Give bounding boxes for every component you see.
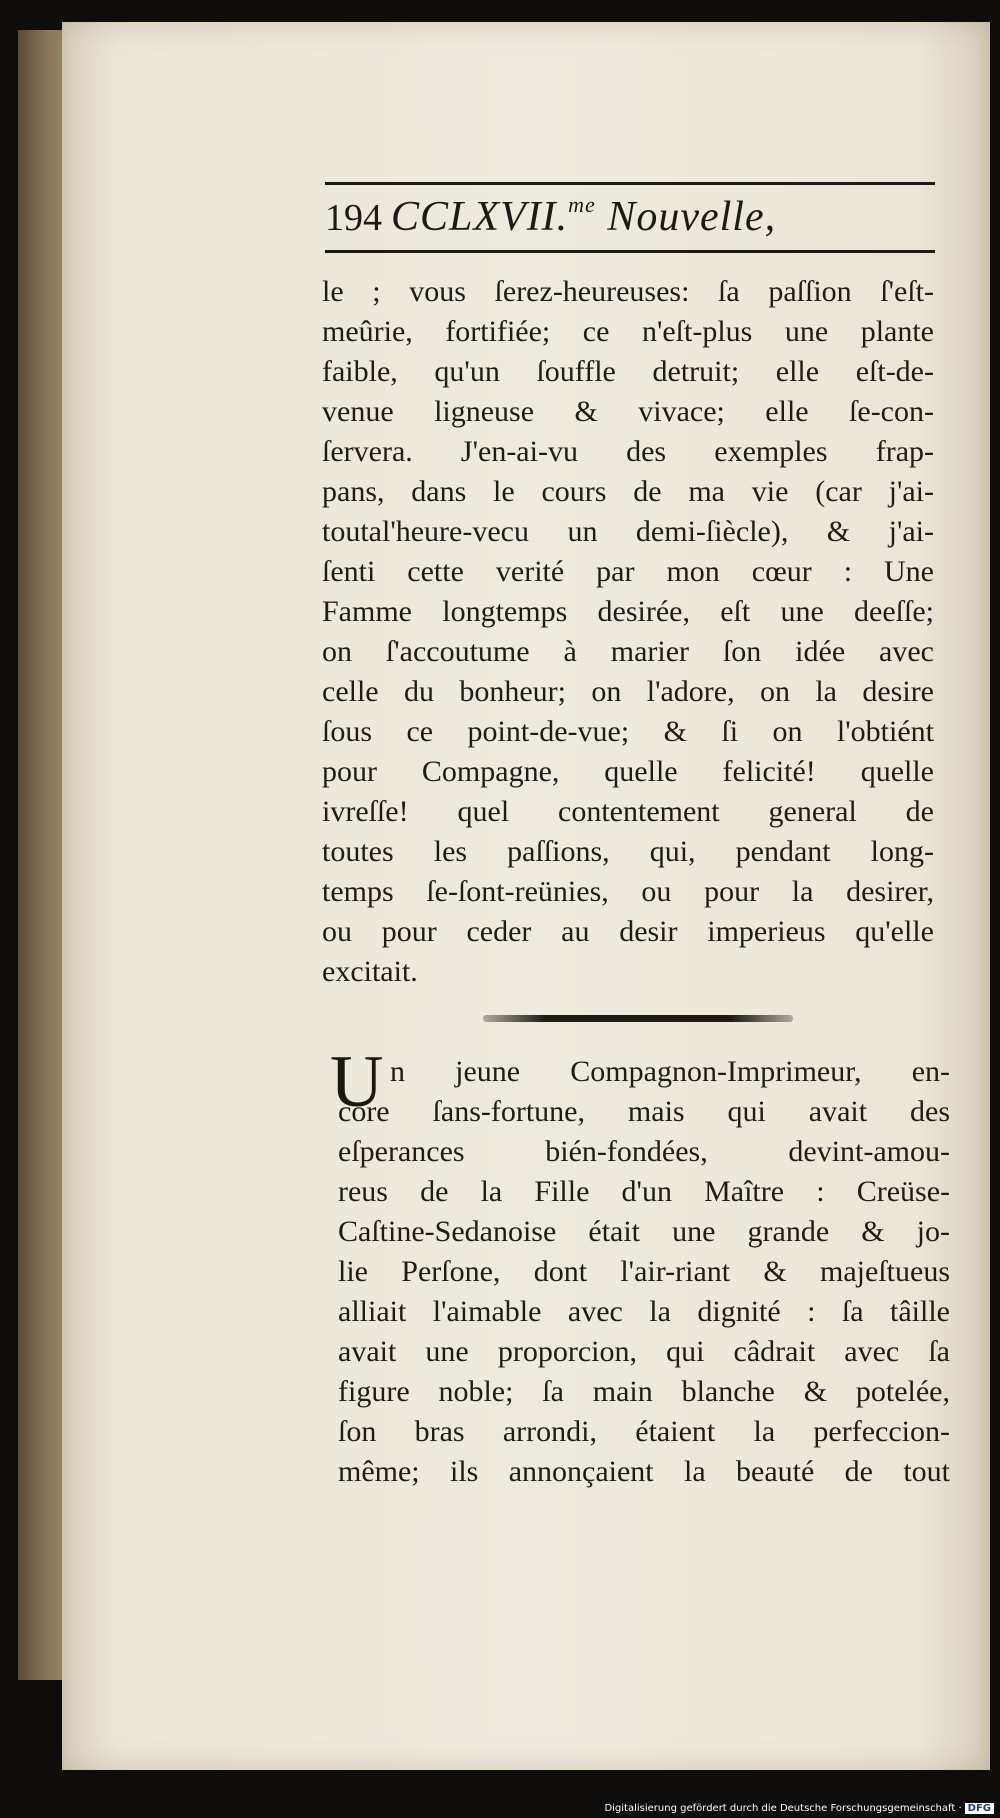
- text-line: le ; vous ſerez-heureuses: ſa paſſion ſ'eſt-: [322, 275, 934, 308]
- running-head-title: Nouvelle,: [607, 194, 777, 240]
- text-line: toutes les paſſions, qui, pendant long-: [322, 835, 934, 868]
- text-line: faible, qu'un ſouffle detruit; elle eſt-de-: [322, 355, 934, 388]
- text-line: lie Perſone, dont l'air-riant & majeſtueus: [338, 1255, 950, 1288]
- header-bottom-rule: [325, 250, 935, 253]
- text-line: Caſtine-Sedanoise était une grande & jo-: [338, 1215, 950, 1248]
- text-line: meûrie, fortifiée; ce n'eſt-plus une plante: [322, 315, 934, 348]
- digitization-credit: [604, 1803, 994, 1814]
- text-line: core ſans-fortune, mais qui avait des: [338, 1095, 950, 1128]
- text-line: excitait.: [322, 955, 418, 988]
- text-line: on ſ'accoutume à marier ſon idée avec: [322, 635, 934, 668]
- text-line: ivreſſe! quel contentement general de: [322, 795, 934, 828]
- text-line: ſon bras arrondi, étaient la perfeccion-: [338, 1415, 950, 1448]
- text-line: pans, dans le cours de ma vie (car j'ai-: [322, 475, 934, 508]
- paragraph-continuation: [322, 272, 934, 992]
- dfg-logo: DFG: [965, 1803, 994, 1814]
- running-head-superscript: me: [568, 192, 596, 217]
- drop-cap-letter: U: [330, 1041, 384, 1123]
- text-line: figure noble; ſa main blanche & potelée,: [338, 1375, 950, 1408]
- text-line: avait une proporcion, qui câdrait avec ſa: [338, 1335, 950, 1368]
- text-line: venue ligneuse & vivace; elle ſe-con-: [322, 395, 934, 428]
- text-line: toutal'heure-vecu un demi-ſiècle), & j'ai-: [322, 515, 934, 548]
- new-story-paragraph: [338, 1052, 950, 1492]
- running-head-numeral: CCLXVII.: [391, 194, 569, 240]
- text-line: Famme longtemps desirée, eſt une deeſſe;: [322, 595, 934, 628]
- text-line: ou pour ceder au desir imperieus qu'elle: [322, 915, 934, 948]
- text-line: temps ſe-ſont-reünies, ou pour la desirer,: [322, 875, 934, 908]
- text-line: pour Compagne, quelle felicité! quelle: [322, 755, 934, 788]
- text-line: ſervera. J'en-ai-vu des exemples frap-: [322, 435, 934, 468]
- header-top-rule: [325, 182, 935, 185]
- page-header: [325, 192, 935, 248]
- text-line: ſenti cette verité par mon cœur : Une: [322, 555, 934, 588]
- text-line: même; ils annonçaient la beauté de tout: [338, 1455, 950, 1488]
- section-divider-ornament: [483, 1015, 793, 1022]
- text-line: ſous ce point-de-vue; & ſi on l'obtiént: [322, 715, 934, 748]
- text-line: eſperances bién-fondées, devint-amou-: [338, 1135, 950, 1168]
- credit-text: Digitalisierung gefördert durch die Deutsche Forschungsgemeinschaft ·: [604, 1803, 962, 1814]
- running-head: [391, 192, 776, 241]
- text-line: celle du bonheur; on l'adore, on la desire: [322, 675, 934, 708]
- text-line: reus de la Fille d'un Maître : Creüse-: [338, 1175, 950, 1208]
- text-line: alliait l'aimable avec la dignité : ſa tâille: [338, 1295, 950, 1328]
- text-line: n jeune Compagnon-Imprimeur, en-: [390, 1055, 950, 1088]
- page-number: 194: [325, 197, 382, 239]
